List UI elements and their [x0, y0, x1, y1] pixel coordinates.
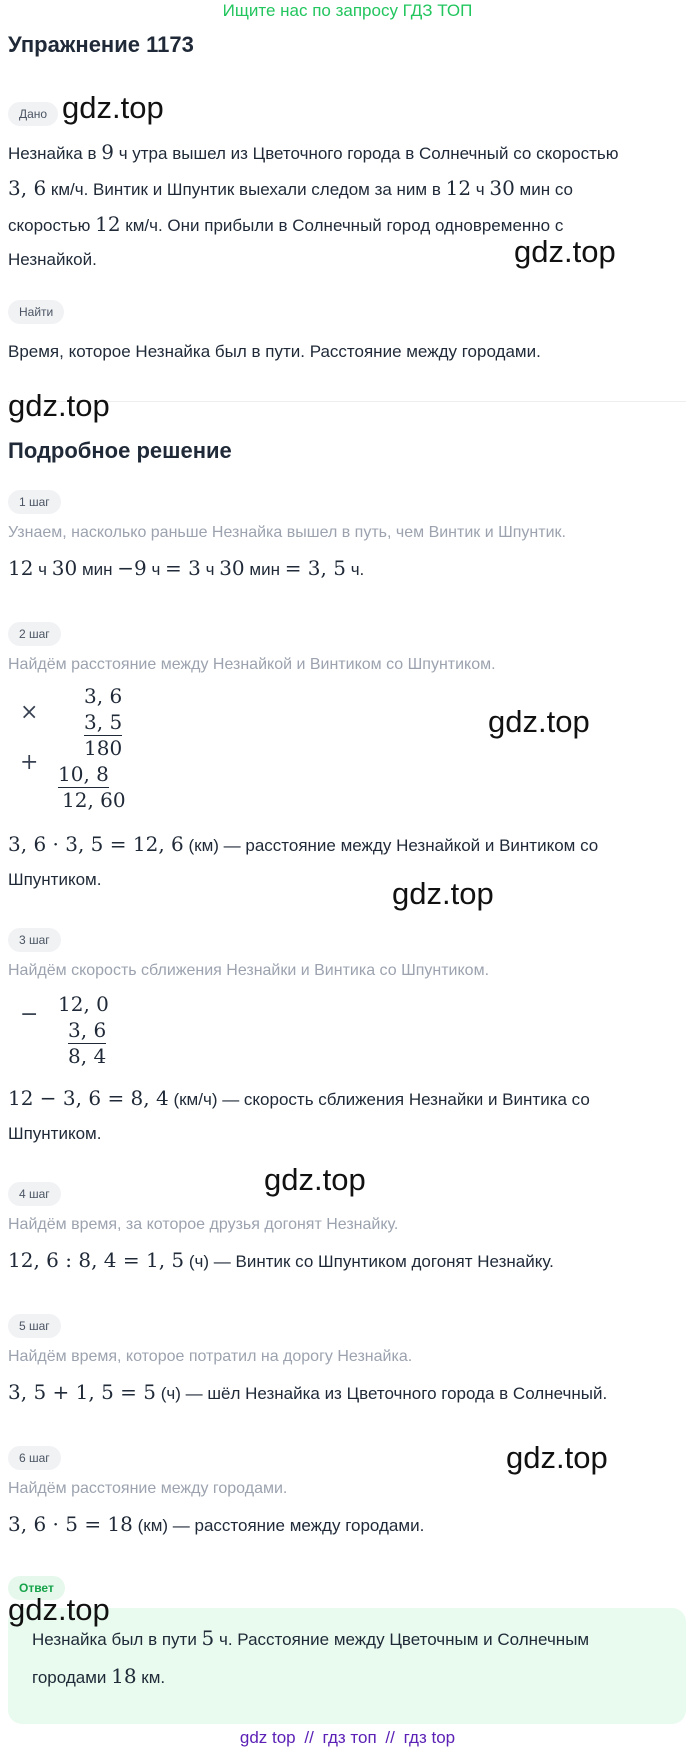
step-2-equation: 3, 6 · 3, 5 = 12, 6 (км) — расстояние между Незнайкой и Винтиком со	[8, 832, 599, 856]
step-4-equation: 12, 6 : 8, 4 = 1, 5 (ч) — Винтик со Шпунтиком догонят Незнайку.	[8, 1248, 554, 1272]
given-text-line-3: скоростью 12 км/ч. Они прибыли в Солнечный город одновременно с	[8, 212, 564, 236]
step-5-badge: 5 шаг	[8, 1314, 61, 1338]
step-2-equation-cont: Шпунтиком.	[8, 870, 102, 889]
answer-badge: Ответ	[8, 1576, 65, 1600]
given-text-line-1: Незнайка в 9 ч утра вышел из Цветочного города в Солнечный со скоростью	[8, 140, 619, 164]
footer-separator: //	[304, 1728, 314, 1747]
footer-link-gdz-top-mixed[interactable]: гдз top	[403, 1728, 456, 1747]
step-4-badge: 4 шаг	[8, 1182, 61, 1206]
minuend: 12, 0	[58, 992, 109, 1016]
watermark: gdz.top	[264, 1162, 366, 1197]
watermark: gdz.top	[514, 234, 616, 269]
solution-title: Подробное решение	[8, 438, 232, 463]
step-6-badge: 6 шаг	[8, 1446, 61, 1470]
step-1-desc: Узнаем, насколько раньше Незнайка вышел в путь, чем Винтик и Шпунтик.	[8, 524, 566, 541]
given-text-line-2: 3, 6 км/ч. Винтик и Шпунтик выехали следом за ним в 12 ч 30 мин со	[8, 176, 573, 200]
watermark: gdz.top	[62, 90, 164, 125]
footer-links	[0, 1728, 695, 1748]
difference: 8, 4	[68, 1044, 107, 1068]
watermark: gdz.top	[392, 876, 494, 911]
step-3-desc: Найдём скорость сближения Незнайки и Винтика со Шпунтиком.	[8, 962, 490, 979]
plus-sign: +	[20, 750, 39, 775]
partial-product-2: 10, 8	[58, 762, 109, 786]
factor-a: 3, 6	[84, 684, 123, 708]
step-5-desc: Найдём время, которое потратил на дорогу Незнайка.	[8, 1348, 413, 1365]
given-text-line-4: Незнайкой.	[8, 250, 97, 269]
step-2-desc: Найдём расстояние между Незнайкой и Винтиком со Шпунтиком.	[8, 656, 496, 673]
answer-text	[32, 1620, 672, 1696]
step-6-desc: Найдём расстояние между городами.	[8, 1480, 288, 1497]
minus-sign: −	[20, 1002, 39, 1027]
product-result: 12, 60	[62, 788, 126, 812]
find-text: Время, которое Незнайка был в пути. Расстояние между городами.	[8, 342, 541, 361]
step-3-equation: 12 − 3, 6 = 8, 4 (км/ч) — скорость сближения Незнайки и Винтика со	[8, 1086, 590, 1110]
multiply-sign: ×	[20, 700, 39, 725]
top-search-link[interactable]: Ищите нас по запросу ГДЗ ТОП	[222, 1, 473, 20]
step-6-equation: 3, 6 · 5 = 18 (км) — расстояние между городами.	[8, 1512, 425, 1536]
step-3-equation-cont: Шпунтиком.	[8, 1124, 102, 1143]
watermark: gdz.top	[506, 1440, 608, 1475]
step-4-desc: Найдём время, за которое друзья догонят Незнайку.	[8, 1216, 399, 1233]
step-1-equation: 12 ч 30 мин −9 ч = 3 ч 30 мин = 3, 5 ч.	[8, 556, 365, 580]
given-badge: Дано	[8, 102, 58, 126]
subtrahend: 3, 6	[68, 1018, 107, 1042]
step-3-badge: 3 шаг	[8, 928, 61, 952]
footer-link-gdz-top[interactable]: gdz top	[239, 1728, 296, 1747]
partial-product-1: 180	[84, 736, 123, 760]
step-2-badge: 2 шаг	[8, 622, 61, 646]
footer-separator: //	[385, 1728, 395, 1747]
watermark: gdz.top	[488, 704, 590, 739]
step-5-equation: 3, 5 + 1, 5 = 5 (ч) — шёл Незнайка из Цветочного города в Солнечный.	[8, 1380, 608, 1404]
find-badge: Найти	[8, 300, 64, 324]
factor-b: 3, 5	[84, 710, 123, 734]
answer-line-2: городами 18 км.	[32, 1664, 166, 1688]
watermark: gdz.top	[8, 388, 110, 423]
step-1-badge: 1 шаг	[8, 490, 61, 514]
footer-link-gdz-top-ru[interactable]: гдз топ	[322, 1728, 377, 1747]
page-title: Упражнение 1173	[8, 32, 194, 57]
answer-line-1: Незнайка был в пути 5 ч. Расстояние между Цветочным и Солнечным	[32, 1626, 590, 1650]
watermark: gdz.top	[8, 1592, 110, 1627]
